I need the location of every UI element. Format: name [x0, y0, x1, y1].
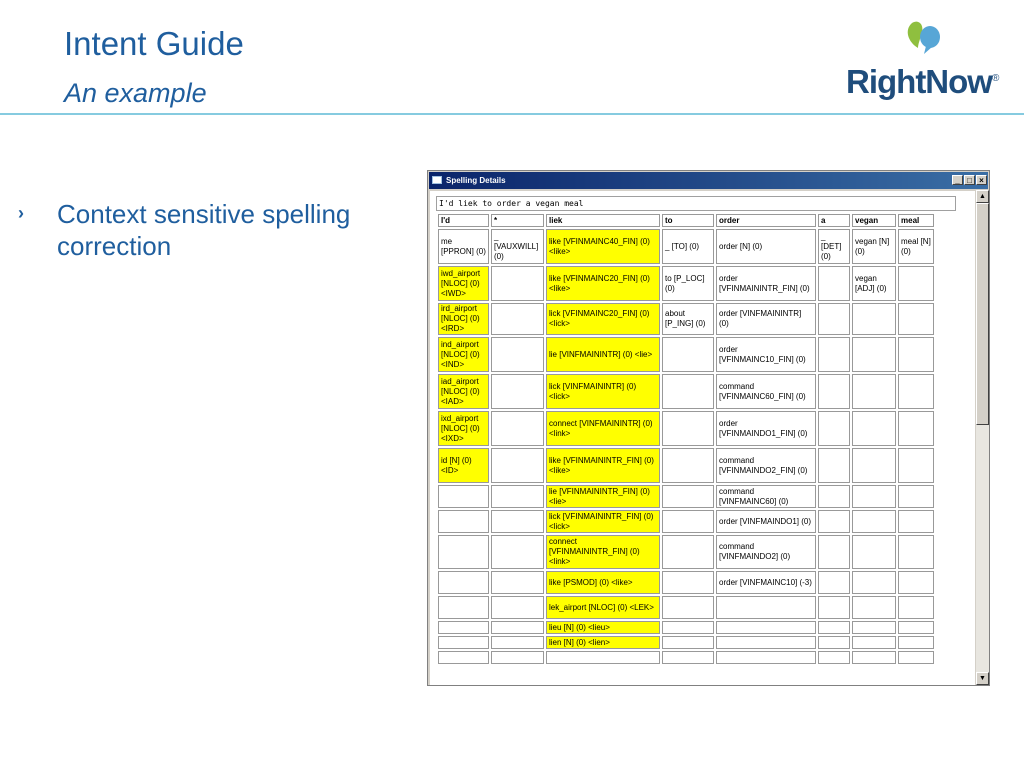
- grid-cell: [818, 535, 850, 569]
- grid-cell: [438, 510, 489, 533]
- grid-cell: [852, 636, 896, 649]
- grid-header-cell: I'd: [438, 214, 489, 227]
- scroll-up-arrow-icon[interactable]: ▲: [976, 190, 989, 203]
- grid-row: [438, 535, 934, 569]
- grid-header-cell: meal: [898, 214, 934, 227]
- grid-cell: [491, 621, 544, 634]
- grid-cell: [491, 485, 544, 508]
- grid-cell: [818, 571, 850, 594]
- slide-title: Intent Guide: [64, 25, 244, 62]
- grid-cell: command [VFINMAINDO2_FIN] (0): [716, 448, 816, 483]
- grid-cell: [716, 621, 816, 634]
- grid-cell: [898, 596, 934, 619]
- grid-cell: [491, 337, 544, 372]
- grid-cell: [818, 485, 850, 508]
- grid-cell: [898, 636, 934, 649]
- grid-cell: [898, 411, 934, 446]
- grid-cell: [662, 411, 714, 446]
- grid-cell-highlighted: lick [VINFMAININTR] (0) <lick>: [546, 374, 660, 409]
- grid-cell: [818, 636, 850, 649]
- grid-cell: [662, 510, 714, 533]
- grid-cell: vegan [ADJ] (0): [852, 266, 896, 301]
- title-divider: [0, 113, 1024, 115]
- grid-cell: [898, 535, 934, 569]
- grid-cell: [898, 374, 934, 409]
- grid-header-cell: a: [818, 214, 850, 227]
- grid-cell: [898, 337, 934, 372]
- grid-cell: [662, 651, 714, 664]
- grid-row: [438, 510, 934, 533]
- grid-row: [438, 571, 934, 594]
- grid-cell: [818, 448, 850, 483]
- grid-cell-highlighted: lek_airport [NLOC] (0) <LEK>: [546, 596, 660, 619]
- grid-cell: [852, 651, 896, 664]
- grid-cell: [662, 636, 714, 649]
- grid-cell: command [VFINMAINC60_FIN] (0): [716, 374, 816, 409]
- window-title: Spelling Details: [446, 176, 506, 185]
- grid-cell: [852, 374, 896, 409]
- grid-row: [438, 636, 934, 649]
- grid-cell: [852, 571, 896, 594]
- grid-cell: [491, 303, 544, 335]
- grid-cell: [818, 510, 850, 533]
- logo-wordmark-text: RightNow: [846, 63, 992, 100]
- grid-cell: _ [TO] (0): [662, 229, 714, 264]
- grid-cell: [818, 596, 850, 619]
- registered-mark: ®: [991, 73, 999, 84]
- grid-row: [438, 303, 934, 335]
- spelling-details-window: [427, 170, 990, 686]
- grid-cell: [438, 621, 489, 634]
- grid-cell: [818, 411, 850, 446]
- grid-header-row: [438, 214, 934, 227]
- bullet-text: Context sensitive spelling correction: [57, 199, 351, 261]
- bullet-chevron-icon: ›: [18, 203, 24, 223]
- grid-cell: [852, 535, 896, 569]
- grid-cell: [898, 510, 934, 533]
- grid-header-cell: *: [491, 214, 544, 227]
- grid-header-cell: to: [662, 214, 714, 227]
- grid-cell: [898, 571, 934, 594]
- grid-cell-highlighted: lien [N] (0) <lien>: [546, 636, 660, 649]
- grid-cell: [852, 621, 896, 634]
- grid-cell: [491, 448, 544, 483]
- grid-cell-highlighted: lie [VINFMAININTR] (0) <lie>: [546, 337, 660, 372]
- grid-cell-highlighted: iad_airport [NLOC] (0) <IAD>: [438, 374, 489, 409]
- grid-cell: [662, 621, 714, 634]
- grid-row: [438, 621, 934, 634]
- grid-cell-highlighted: like [VFINMAININTR_FIN] (0) <like>: [546, 448, 660, 483]
- grid-cell: me [PPRON] (0): [438, 229, 489, 264]
- grid-cell: [662, 571, 714, 594]
- grid-cell-highlighted: like [VFINMAINC20_FIN] (0) <like>: [546, 266, 660, 301]
- grid-cell: [662, 596, 714, 619]
- grid-cell: [852, 337, 896, 372]
- grid-cell: [818, 337, 850, 372]
- grid-cell: [818, 621, 850, 634]
- grid-cell: [662, 535, 714, 569]
- grid-cell: [438, 535, 489, 569]
- grid-row: [438, 229, 934, 264]
- vertical-scrollbar[interactable]: [976, 190, 989, 685]
- grid-cell: [491, 374, 544, 409]
- query-text-field[interactable]: I'd liek to order a vegan meal: [436, 196, 956, 211]
- grid-cell: [716, 636, 816, 649]
- grid-cell: [818, 303, 850, 335]
- grid-cell: [852, 485, 896, 508]
- grid-cell: _ [VAUXWILL] (0): [491, 229, 544, 264]
- grid-cell: [818, 374, 850, 409]
- grid-cell: [716, 651, 816, 664]
- grid-cell-highlighted: connect [VINFMAININTR] (0) <link>: [546, 411, 660, 446]
- grid-cell-highlighted: like [PSMOD] (0) <like>: [546, 571, 660, 594]
- grid-cell: order [VINFMAINDO1] (0): [716, 510, 816, 533]
- grid-cell: [898, 266, 934, 301]
- grid-cell-highlighted: ind_airport [NLOC] (0) <IND>: [438, 337, 489, 372]
- grid-cell: [898, 621, 934, 634]
- grid-cell: [438, 596, 489, 619]
- grid-cell: [491, 651, 544, 664]
- grid-cell-highlighted: lieu [N] (0) <lieu>: [546, 621, 660, 634]
- grid-row: [438, 337, 934, 372]
- grid-header-cell: order: [716, 214, 816, 227]
- grid-cell-highlighted: connect [VFINMAININTR_FIN] (0) <link>: [546, 535, 660, 569]
- grid-cell: [818, 651, 850, 664]
- grid-cell-highlighted: lick [VFINMAININTR_FIN] (0) <lick>: [546, 510, 660, 533]
- grid-cell: [491, 596, 544, 619]
- grid-row: [438, 485, 934, 508]
- grid-cell: order [VFINMAINC10_FIN] (0): [716, 337, 816, 372]
- grid-cell-highlighted: lick [VFINMAINC20_FIN] (0) <lick>: [546, 303, 660, 335]
- grid-cell: [438, 636, 489, 649]
- logo-wordmark: [846, 63, 998, 101]
- grid-row: [438, 596, 934, 619]
- grid-cell: [491, 535, 544, 569]
- grid-cell: [438, 485, 489, 508]
- window-content: [430, 191, 975, 685]
- speech-bubbles-icon: [846, 18, 1006, 66]
- grid-cell: order [VFINMAININTR_FIN] (0): [716, 266, 816, 301]
- grid-cell: [662, 374, 714, 409]
- grid-cell: [491, 411, 544, 446]
- spelling-grid: [436, 212, 936, 666]
- maximize-button[interactable]: □: [964, 175, 975, 185]
- close-button[interactable]: ×: [976, 175, 987, 185]
- scroll-down-arrow-icon[interactable]: ▼: [976, 672, 989, 685]
- grid-cell: [852, 411, 896, 446]
- grid-cell: [898, 485, 934, 508]
- grid-cell: about [P_ING] (0): [662, 303, 714, 335]
- grid-cell: meal [N] (0): [898, 229, 934, 264]
- grid-cell-highlighted: iwd_airport [NLOC] (0) <IWD>: [438, 266, 489, 301]
- grid-cell: [491, 266, 544, 301]
- window-app-icon: [432, 176, 442, 184]
- grid-cell-highlighted: id [N] (0) <ID>: [438, 448, 489, 483]
- rightnow-logo: [846, 18, 1006, 108]
- grid-row: [438, 411, 934, 446]
- grid-cell: [852, 596, 896, 619]
- grid-row: [438, 374, 934, 409]
- grid-cell-highlighted: like [VFINMAINC40_FIN] (0) <like>: [546, 229, 660, 264]
- grid-cell: [662, 448, 714, 483]
- grid-cell: vegan [N] (0): [852, 229, 896, 264]
- grid-cell: [438, 651, 489, 664]
- grid-cell: to [P_LOC] (0): [662, 266, 714, 301]
- grid-cell: command [VINFMAINDO2] (0): [716, 535, 816, 569]
- grid-cell: [852, 510, 896, 533]
- grid-cell: [546, 651, 660, 664]
- grid-cell: order [VFINMAINDO1_FIN] (0): [716, 411, 816, 446]
- grid-row: [438, 651, 934, 664]
- grid-cell-highlighted: ird_airport [NLOC] (0) <IRD>: [438, 303, 489, 335]
- grid-cell: [491, 636, 544, 649]
- grid-cell: [852, 303, 896, 335]
- grid-cell-highlighted: lie [VFINMAININTR_FIN] (0) <lie>: [546, 485, 660, 508]
- grid-cell: [491, 510, 544, 533]
- grid-cell: [898, 651, 934, 664]
- grid-cell: [662, 337, 714, 372]
- grid-cell: [852, 448, 896, 483]
- grid-cell: order [VINFMAINC10] (-3): [716, 571, 816, 594]
- grid-header-cell: liek: [546, 214, 660, 227]
- grid-cell: [818, 266, 850, 301]
- grid-cell: [898, 448, 934, 483]
- grid-cell: order [N] (0): [716, 229, 816, 264]
- grid-cell: [716, 596, 816, 619]
- grid-row: [438, 448, 934, 483]
- grid-row: [438, 266, 934, 301]
- slide-subtitle: An example: [64, 78, 207, 108]
- grid-cell: [662, 485, 714, 508]
- grid-header-cell: vegan: [852, 214, 896, 227]
- grid-cell-highlighted: ixd_airport [NLOC] (0) <IXD>: [438, 411, 489, 446]
- window-titlebar[interactable]: [429, 172, 988, 189]
- minimize-button[interactable]: _: [952, 175, 963, 185]
- grid-cell: [438, 571, 489, 594]
- grid-cell: [898, 303, 934, 335]
- grid-cell: command [VINFMAINC60] (0): [716, 485, 816, 508]
- scrollbar-thumb[interactable]: [976, 203, 989, 425]
- grid-cell: _ [DET] (0): [818, 229, 850, 264]
- grid-cell: order [VINFMAININTR] (0): [716, 303, 816, 335]
- grid-cell: [491, 571, 544, 594]
